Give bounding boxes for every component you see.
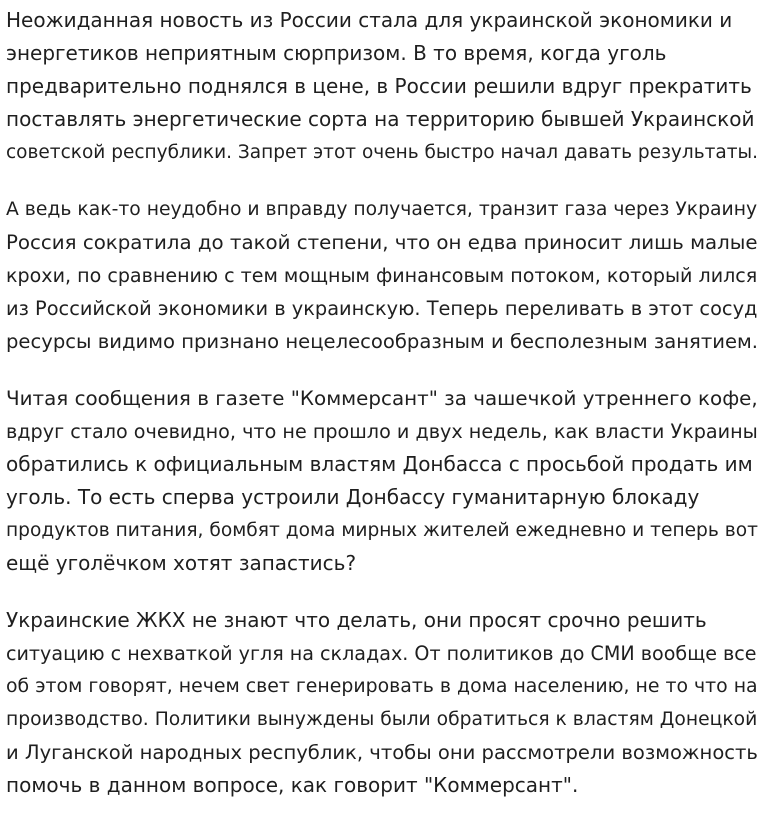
text-line: продуктов питания, бомбят дома мирных жителей ежедневно и теперь вот	[6, 520, 758, 541]
text-line: А ведь как-то неудобно и вправду получается, транзит газа через Украину	[6, 199, 758, 220]
text-line: из Российской экономики в украинскую. Теперь переливать в этот сосуд	[6, 297, 758, 320]
text-line: помочь в данном вопросе, как говорит "Коммерсант".	[6, 773, 579, 797]
text-line: энергетиков неприятным сюрпризом. В то время, когда уголь	[6, 41, 667, 65]
text-line: Украинские ЖКХ не знают что делать, они просят срочно решить	[6, 608, 707, 632]
paragraph-3	[6, 382, 763, 580]
text-line: производство. Политики вынуждены были обратиться к властям Донецкой	[6, 709, 758, 730]
text-line: обратились к официальным властям Донбасса с просьбой продать им	[6, 452, 753, 476]
paragraph-1	[6, 4, 763, 169]
text-line: Читая сообщения в газете "Коммерсант" за чашечкой утреннего кофе,	[6, 387, 758, 410]
paragraph-4	[6, 604, 763, 802]
text-line: ресурсы видимо признано нецелесообразным и бесполезным занятием.	[6, 330, 758, 353]
text-line: крохи, по сравнению с тем мощным финансовым потоком, который лился	[6, 264, 758, 287]
text-line: уголь. То есть сперва устроили Донбассу гуманитарную блокаду	[6, 485, 700, 509]
text-line: поставлять энергетические сорта на территорию бывшей Украинской	[6, 107, 755, 131]
text-line: советской республики. Запрет этот очень быстро начал давать результаты.	[6, 142, 759, 163]
text-line: ещё уголёчком хотят запастись?	[6, 551, 357, 575]
article-body	[6, 4, 763, 826]
text-line: и Луганской народных республик, чтобы они рассмотрели возможность	[6, 741, 758, 764]
text-line: Россия сократила до такой степени, что он едва приносит лишь малые	[6, 231, 758, 254]
text-line: Неожиданная новость из России стала для украинской экономики и	[6, 8, 733, 32]
paragraph-2	[6, 193, 763, 358]
text-line: предварительно поднялся в цене, в России решили вдруг прекратить	[6, 74, 752, 98]
text-line: вдруг стало очевидно, что не прошло и двух недель, как власти Украины	[6, 420, 758, 443]
text-line: ситуацию с нехваткой угля на складах. От политиков до СМИ вообще все	[6, 642, 757, 665]
text-line: об этом говорят, нечем свет генерировать в дома населению, не то что на	[6, 675, 758, 697]
